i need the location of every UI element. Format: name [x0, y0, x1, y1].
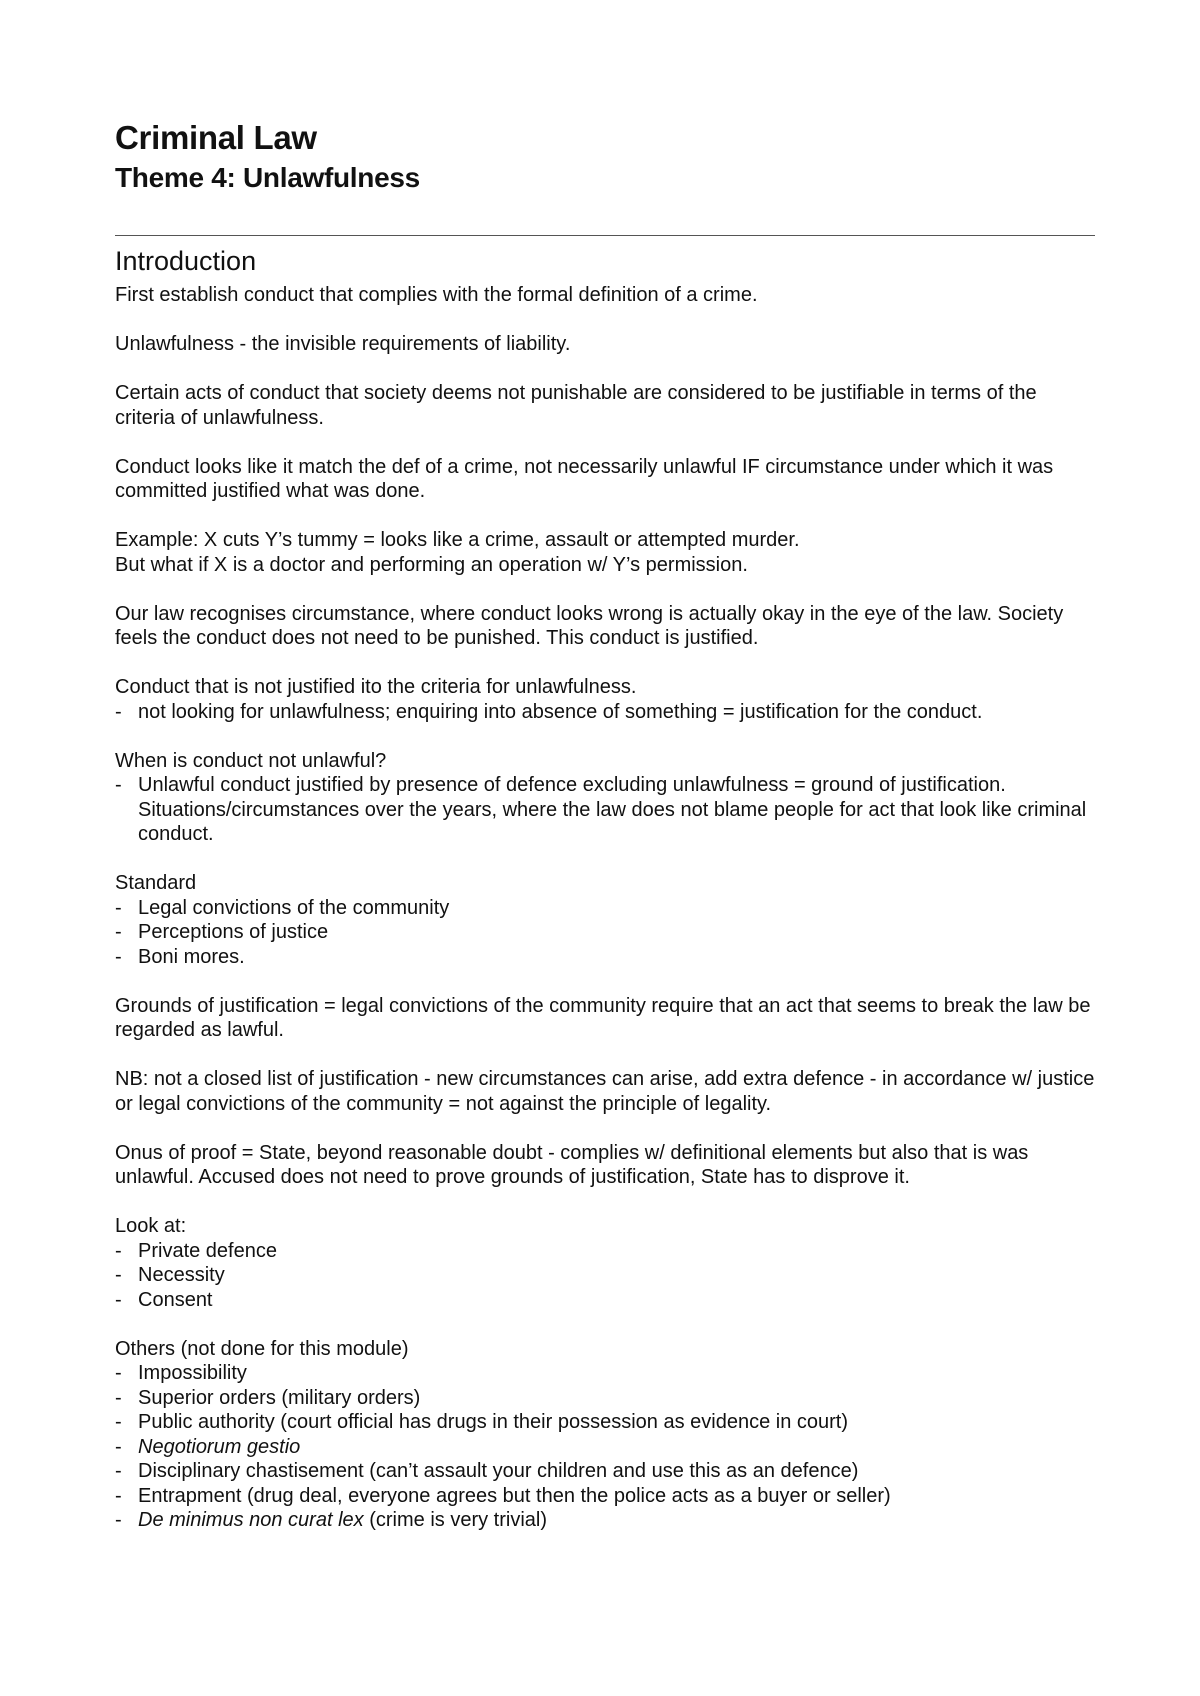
list-item: [115, 1386, 1095, 1411]
paragraph: First establish conduct that complies with the formal definition of a crime.: [115, 284, 758, 306]
paragraph: Onus of proof = State, beyond reasonable doubt - complies w/ definitional elements but also that is was unlawful. Accused does not need to prove grounds of justification, State has to disprove it.: [115, 1141, 1029, 1188]
document-title: Criminal Law: [115, 119, 317, 156]
list-item: [115, 1361, 1095, 1386]
paragraph: NB: not a closed list of justification - new circumstances can arise, add extra defence - in accordance w/ justice or legal convictions of the community = not against the principle of legality.: [115, 1068, 1095, 1115]
dash-list: [115, 773, 1095, 847]
document-body: [115, 283, 1095, 1533]
list-item-text-italic: De minimus non curat lex: [138, 1509, 364, 1531]
list-item-text: Consent: [138, 1288, 213, 1311]
dash-bullet: -: [115, 1288, 122, 1311]
list-item: [115, 700, 1095, 725]
list-item: [115, 1459, 1095, 1484]
list-item-text: Necessity: [138, 1264, 225, 1286]
list-item-text: Boni mores.: [138, 945, 245, 968]
others-block: [115, 1337, 1095, 1533]
dash-bullet: -: [115, 774, 122, 796]
paragraph: Unlawfulness - the invisible requirements of liability.: [115, 333, 571, 355]
list-item: [115, 1263, 1095, 1288]
list-item: [115, 1410, 1095, 1435]
list-item-text: Unlawful conduct justified by presence of defence excluding unlawfulness = ground of justification. Situations/circumstances over the years, where the law does not blame people for act that look like criminal conduct.: [138, 774, 1087, 845]
when-not-unlawful-block: [115, 749, 1095, 847]
list-lead: When is conduct not unlawful?: [115, 749, 387, 772]
list-item-text: Public authority (court official has drugs in their possession as evidence in court): [138, 1411, 848, 1433]
dash-bullet: -: [115, 921, 122, 943]
not-justified-block: [115, 675, 1095, 724]
section-heading-introduction: Introduction: [115, 246, 257, 276]
list-lead: Conduct that is not justified ito the criteria for unlawfulness.: [115, 676, 637, 698]
dash-bullet: -: [115, 1460, 122, 1482]
example-line: Example: X cuts Y’s tummy = looks like a crime, assault or attempted murder.: [115, 529, 800, 551]
paragraph: Our law recognises circumstance, where conduct looks wrong is actually okay in the eye of the law. Society feels the conduct does not need to be punished. This conduct is justified.: [115, 602, 1064, 649]
list-lead: Look at:: [115, 1215, 187, 1237]
list-item-text: (crime is very trivial): [363, 1509, 547, 1531]
list-item: [115, 920, 1095, 945]
list-item: [115, 1288, 1095, 1313]
horizontal-divider: [115, 235, 1095, 236]
paragraph: Certain acts of conduct that society deems not punishable are considered to be justifiable in terms of the criteria of unlawfulness.: [115, 382, 1037, 429]
paragraph: Grounds of justification = legal convictions of the community require that an act that seems to break the law be regarded as lawful.: [115, 994, 1091, 1041]
standard-block: [115, 871, 1095, 969]
document-page: [115, 118, 1095, 1557]
document-subtitle: Theme 4: Unlawfulness: [115, 162, 420, 193]
list-item: [115, 1239, 1095, 1264]
dash-bullet: -: [115, 945, 122, 968]
list-item: [115, 773, 1095, 847]
list-item-text: Disciplinary chastisement (can’t assault your children and use this as an defence): [138, 1460, 859, 1482]
list-item-text: Entrapment (drug deal, everyone agrees but then the police acts as a buyer or seller): [138, 1484, 891, 1507]
list-item: [115, 1508, 1095, 1533]
list-item: [115, 945, 1095, 970]
dash-bullet: -: [115, 896, 122, 919]
dash-list: [115, 896, 1095, 970]
list-item-text: Legal convictions of the community: [138, 896, 450, 919]
list-item-text: Perceptions of justice: [138, 921, 329, 943]
list-item-text: Impossibility: [138, 1362, 247, 1384]
list-lead: Standard: [115, 872, 197, 894]
dash-bullet: -: [115, 1484, 122, 1507]
dash-list: [115, 1361, 1095, 1533]
list-item-text-italic: Negotiorum gestio: [138, 1435, 301, 1458]
list-item-text: Private defence: [138, 1239, 277, 1262]
look-at-block: [115, 1214, 1095, 1312]
dash-list: [115, 1239, 1095, 1313]
paragraph: Conduct looks like it match the def of a crime, not necessarily unlawful IF circumstance under which it was committed justified what was done.: [115, 455, 1054, 502]
list-item-text: Superior orders (military orders): [138, 1386, 421, 1409]
example-block: [115, 528, 1095, 577]
dash-bullet: -: [115, 1435, 122, 1458]
dash-bullet: -: [115, 1509, 122, 1531]
dash-bullet: -: [115, 1411, 122, 1433]
dash-bullet: -: [115, 1239, 122, 1262]
example-line: But what if X is a doctor and performing an operation w/ Y’s permission.: [115, 553, 748, 576]
list-item: [115, 1435, 1095, 1460]
list-item-text: not looking for unlawfulness; enquiring into absence of something = justification for the conduct.: [138, 700, 983, 723]
dash-bullet: -: [115, 1264, 122, 1286]
dash-bullet: -: [115, 1386, 122, 1409]
dash-bullet: -: [115, 1362, 122, 1384]
list-item: [115, 896, 1095, 921]
list-lead: Others (not done for this module): [115, 1337, 409, 1360]
dash-list: [115, 700, 1095, 725]
list-item: [115, 1484, 1095, 1509]
dash-bullet: -: [115, 700, 122, 723]
